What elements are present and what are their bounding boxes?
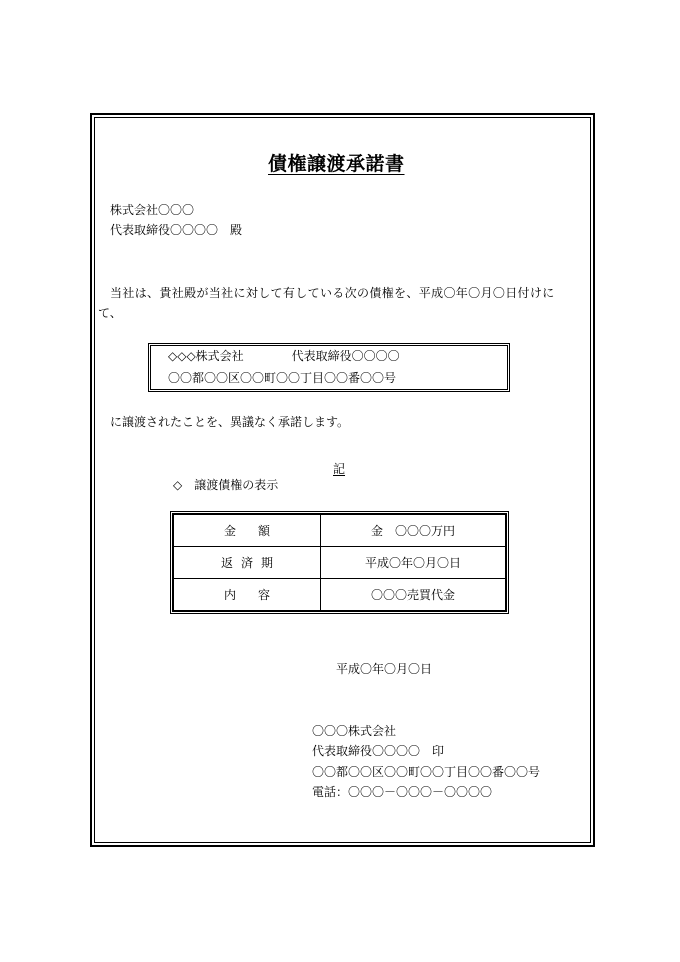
table-label-cell: 返済期: [174, 547, 321, 579]
signer-phone: 電話：〇〇〇－〇〇〇－〇〇〇〇: [312, 785, 493, 799]
document-date: 平成〇年〇月〇日: [336, 662, 433, 676]
body-line-1: 当社は、貴社殿が当社に対して有している次の債権を、平成〇年〇月〇日付けに: [110, 286, 555, 300]
signer-address: 〇〇都〇〇区〇〇町〇〇丁目〇〇番〇〇号: [312, 765, 541, 779]
transferee-name: ◇◇◇株式会社 代表取締役〇〇〇〇: [168, 349, 400, 363]
signer-representative: 代表取締役〇〇〇〇 印: [312, 744, 445, 758]
addressee-representative: 代表取締役〇〇〇〇 殿: [110, 223, 243, 237]
section-label: ◇ 譲渡債権の表示: [173, 478, 279, 492]
table-row: [174, 515, 506, 547]
body-line-2: て、: [98, 306, 122, 320]
body-line-3: に譲渡されたことを、異議なく承諾します。: [110, 415, 350, 429]
table-value-cell: 〇〇〇売買代金: [321, 579, 506, 611]
signer-company: 〇〇〇株式会社: [312, 724, 397, 738]
table-row: [174, 547, 506, 579]
addressee-company: 株式会社〇〇〇: [110, 203, 195, 217]
table-label-cell: 内容: [174, 579, 321, 611]
table-label-cell: 金額: [174, 515, 321, 547]
table-row: [174, 579, 506, 611]
table-value-cell: 金 〇〇〇万円: [321, 515, 506, 547]
note-heading: 記: [333, 462, 346, 476]
debt-table: [173, 514, 506, 611]
transferee-address: 〇〇都〇〇区〇〇町〇〇丁目〇〇番〇〇号: [168, 371, 397, 385]
table-value-cell: 平成〇年〇月〇日: [321, 547, 506, 579]
document-title: 債権譲渡承諾書: [268, 153, 405, 175]
